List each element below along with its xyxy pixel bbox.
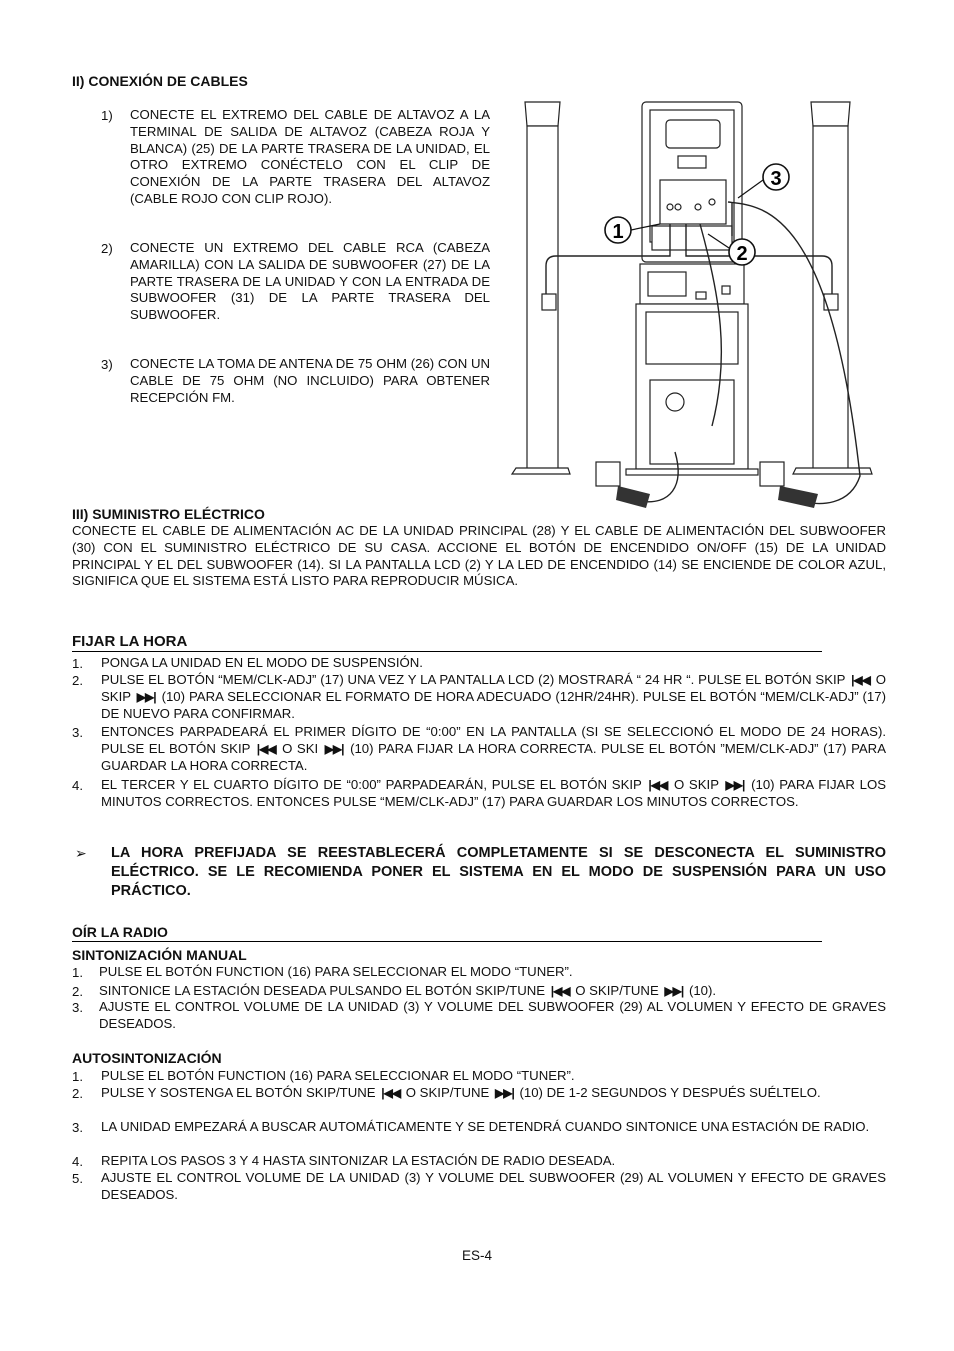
section-heading-radio: OÍR LA RADIO bbox=[72, 924, 168, 940]
list-number: 3. bbox=[72, 1000, 83, 1015]
list-number: 3. bbox=[72, 1120, 83, 1135]
list-item-text: CONECTE LA TOMA DE ANTENA DE 75 OHM (26) CON UN CABLE DE 75 OHM (NO INCLUIDO) PARA OBTENER RECEPCIÓN FM. bbox=[130, 356, 490, 405]
right-speaker-top bbox=[811, 102, 850, 126]
skip-back-icon: |◀◀ bbox=[381, 1086, 401, 1100]
subheading-auto-tuning: AUTOSINTONIZACIÓN bbox=[72, 1050, 222, 1066]
list-item-text: REPITA LOS PASOS 3 Y 4 HASTA SINTONIZAR LA ESTACIÓN DE RADIO DESEADA. bbox=[101, 1153, 616, 1168]
section-heading-clock: FIJAR LA HORA bbox=[72, 633, 188, 650]
list-number: 5. bbox=[72, 1171, 83, 1186]
plug-right bbox=[778, 486, 818, 508]
list-number: 2) bbox=[101, 241, 113, 256]
skip-forward-icon: ▶▶| bbox=[136, 689, 156, 704]
list-item-text: LA UNIDAD EMPEZARÁ A BUSCAR AUTOMÁTICAMENTE Y SE DETENDRÁ CUANDO SINTONICE UNA ESTACIÓN DE RADIO. bbox=[101, 1119, 870, 1134]
skip-back-icon: |◀◀ bbox=[648, 778, 668, 792]
list-item-text: CONECTE EL EXTREMO DEL CABLE DE ALTAVOZ A LA TERMINAL DE SALIDA DE ALTAVOZ (CABEZA ROJA Y BLANCA) (25) DE LA PARTE TRASERA DE LA UNIDAD, EL OTRO EXTREMO CONÉCTELO CON EL CLIP DE CONEXIÓN DE LA PARTE TRASERA DEL ALTAVOZ (CABLE ROJO CON CLIP ROJO). bbox=[130, 107, 490, 206]
list-number: 2. bbox=[72, 1086, 83, 1101]
subheading-manual-tuning: SINTONIZACIÓN MANUAL bbox=[72, 947, 247, 963]
list-number: 1) bbox=[101, 108, 113, 123]
list-item-text: PULSE EL BOTÓN “MEM/CLK-ADJ” (17) UNA VEZ Y LA PANTALLA LCD (2) MOSTRARÁ “ 24 HR “. PULSE EL BOTÓN SKIP |◀◀ O SKIP ▶▶| (10) PARA SELECCIONAR EL FORMATO DE HORA ADECUADO (12HR/24HR). PULSE EL BOTÓN “MEM/CLK-ADJ” (17) DE NUEVO PARA CONFIRMAR. bbox=[101, 672, 887, 721]
list-item-text: EL TERCER Y EL CUARTO DÍGITO DE “0:00” PARPADEARÁN, PULSE EL BOTÓN SKIP |◀◀ O SKIP ▶▶| (10) PARA FIJAR LOS MINUTOS CORRECTOS. ENTONCES PULSE “MEM/CLK-ADJ” (17) PARA GUARDAR LOS MINUTOS CORRECTOS. bbox=[101, 777, 886, 809]
skip-forward-icon: ▶▶| bbox=[324, 741, 344, 756]
main-unit-connector-panel bbox=[660, 180, 726, 224]
main-unit-handle bbox=[666, 120, 720, 148]
page-number: ES-4 bbox=[462, 1248, 493, 1263]
main-unit-label bbox=[678, 156, 706, 168]
plug-left bbox=[616, 486, 650, 508]
left-speaker-top bbox=[525, 102, 560, 126]
important-note: LA HORA PREFIJADA SE REESTABLECERÁ COMPLETAMENTE SI SE DESCONECTA EL SUMINISTRO ELÉCTRICO. SE LE RECOMIENDA PONER EL SISTEMA EN EL MODO DE SUSPENSIÓN PARA UN USO PRÁCTICO. bbox=[111, 845, 886, 899]
skip-forward-icon: ▶▶| bbox=[725, 778, 745, 792]
list-item-text: PONGA LA UNIDAD EN EL MODO DE SUSPENSIÓN. bbox=[101, 655, 423, 670]
wall-socket-right bbox=[760, 462, 784, 486]
callout-1-label: 1 bbox=[612, 221, 624, 243]
list-number: 1. bbox=[72, 1069, 83, 1084]
left-speaker-base bbox=[512, 468, 570, 474]
list-item-text: PULSE EL BOTÓN FUNCTION (16) PARA SELECCIONAR EL MODO “TUNER”. bbox=[101, 1068, 575, 1083]
connection-diagram bbox=[500, 96, 890, 516]
wall-socket-left bbox=[596, 462, 620, 486]
section-heading-power: III) SUMINISTRO ELÉCTRICO bbox=[72, 506, 265, 522]
subwoofer-base bbox=[626, 469, 758, 475]
list-item-text: SINTONICE LA ESTACIÓN DESEADA PULSANDO EL BOTÓN SKIP/TUNE |◀◀ O SKIP/TUNE ▶▶| (10). bbox=[99, 983, 717, 998]
list-number: 1. bbox=[72, 965, 83, 980]
subwoofer-back-panel bbox=[650, 380, 734, 464]
list-item-text: PULSE EL BOTÓN FUNCTION (16) PARA SELECCIONAR EL MODO “TUNER”. bbox=[99, 964, 573, 979]
list-item-text: CONECTE UN EXTREMO DEL CABLE RCA (CABEZA AMARILLA) CON LA SALIDA DE SUBWOOFER (27) DE LA PARTE TRASERA DE LA UNIDAD Y CON LA ENTRADA DE SUBWOOFER (31) DE LA PARTE TRASERA DEL SUBWOOFER. bbox=[130, 240, 490, 323]
list-number: 1. bbox=[72, 656, 83, 671]
list-number: 3. bbox=[72, 725, 83, 740]
skip-back-icon: |◀◀ bbox=[851, 673, 870, 687]
divider bbox=[72, 941, 822, 942]
section-heading-cables: II) CONEXIÓN DE CABLES bbox=[72, 73, 248, 89]
list-item-text: AJUSTE EL CONTROL VOLUME DE LA UNIDAD (3) Y VOLUME DEL SUBWOOFER (29) AL VOLUMEN Y EFECTO DE GRAVES DESEADOS. bbox=[101, 1170, 886, 1202]
divider bbox=[72, 651, 822, 652]
list-number: 4. bbox=[72, 778, 83, 793]
list-number: 2. bbox=[72, 673, 83, 688]
skip-back-icon: |◀◀ bbox=[550, 984, 570, 998]
power-paragraph: CONECTE EL CABLE DE ALIMENTACIÓN AC DE LA UNIDAD PRINCIPAL (28) Y EL CABLE DE ALIMENTACIÓN DEL SUBWOOFER (30) CON EL SUMINISTRO ELÉCTRICO DE SU CASA. ACCIONE EL BOTÓN DE ENCENDIDO ON/OFF (15) DE LA UNIDAD PRINCIPAL Y EL DEL SUBWOOFER (14). SI LA PANTALLA LCD (2) Y LA LED DE ENCENDIDO (14) SE ENCIENDE DE COLOR AZUL, SIGNIFICA QUE EL SISTEMA ESTÁ LISTO PARA REPRODUCIR MÚSICA. bbox=[72, 523, 886, 589]
skip-back-icon: |◀◀ bbox=[256, 741, 276, 756]
list-number: 2. bbox=[72, 984, 83, 999]
main-unit-vent bbox=[652, 226, 732, 250]
arrow-bullet-icon: ➢ bbox=[75, 845, 87, 861]
callout-3-label: 3 bbox=[770, 168, 782, 190]
list-number: 4. bbox=[72, 1154, 83, 1169]
list-item-text: AJUSTE EL CONTROL VOLUME DE LA UNIDAD (3) Y VOLUME DEL SUBWOOFER (29) AL VOLUMEN Y EFECTO DE GRAVES DESEADOS. bbox=[99, 999, 886, 1031]
list-item-text: ENTONCES PARPADEARÁ EL PRIMER DÍGITO DE “0:00” EN LA PANTALLA (SI SE SELECCIONÓ EL MODO DE 24 HORAS). PULSE EL BOTÓN SKIP |◀◀ O SKI ▶▶| (10) PARA FIJAR LA HORA CORRECTA. PULSE EL BOTÓN ”MEM/CLK-ADJ” (17) PARA GUARDAR LA HORA CORRECTA. bbox=[101, 724, 887, 773]
list-item-text: PULSE Y SOSTENGA EL BOTÓN SKIP/TUNE |◀◀ O SKIP/TUNE ▶▶| (10) DE 1-2 SEGUNDOS Y DESPUÉS SUÉLTELO. bbox=[101, 1085, 821, 1100]
skip-forward-icon: ▶▶| bbox=[494, 1086, 514, 1100]
list-number: 3) bbox=[101, 357, 113, 372]
skip-forward-icon: ▶▶| bbox=[664, 984, 684, 998]
callout-2-label: 2 bbox=[736, 243, 748, 265]
